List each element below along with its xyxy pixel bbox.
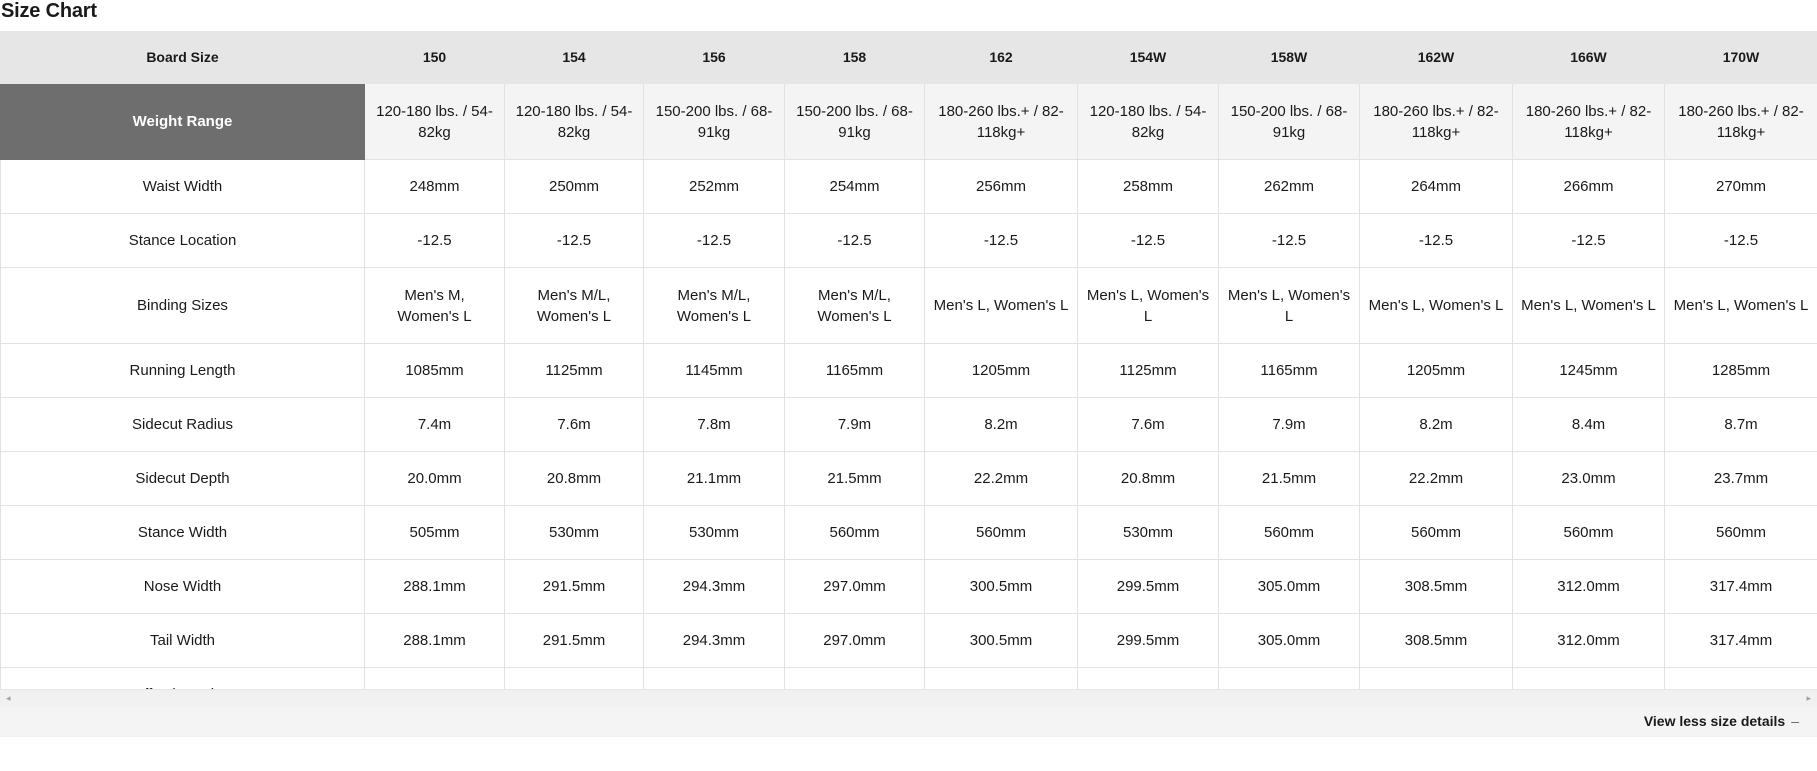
row-label-running-length: Running Length bbox=[1, 344, 365, 398]
view-less-size-details-button[interactable] bbox=[1644, 706, 1799, 736]
table-cell: -12.5 bbox=[785, 214, 925, 268]
table-cell: -12.5 bbox=[1665, 214, 1817, 268]
table-cell: 7.4m bbox=[365, 398, 505, 452]
table-cell: Men's L, Women's L bbox=[1665, 268, 1817, 344]
table-cell: 297.0mm bbox=[785, 560, 925, 614]
table-row-tail-width bbox=[1, 614, 1817, 668]
table-cell: 560mm bbox=[1665, 506, 1817, 560]
table-cell: 1285mm bbox=[1665, 344, 1817, 398]
table-cell: 270mm bbox=[1665, 160, 1817, 214]
header-size-170w: 170W bbox=[1665, 32, 1817, 84]
table-cell: 308.5mm bbox=[1360, 560, 1513, 614]
table-cell: 21.5mm bbox=[1219, 452, 1360, 506]
table-row-waist-width bbox=[1, 160, 1817, 214]
table-cell: 312.0mm bbox=[1513, 560, 1665, 614]
table-row-stance-width bbox=[1, 506, 1817, 560]
table-cell: 150-200 lbs. / 68-91kg bbox=[1219, 84, 1360, 160]
table-cell: 7.8m bbox=[644, 398, 785, 452]
header-size-162: 162 bbox=[925, 32, 1078, 84]
header-board-size-label: Board Size bbox=[1, 32, 365, 84]
table-cell: 262mm bbox=[1219, 160, 1360, 214]
table-cell: 7.6m bbox=[1078, 398, 1219, 452]
header-size-158w: 158W bbox=[1219, 32, 1360, 84]
table-cell: 7.6m bbox=[505, 398, 644, 452]
table-cell: 22.2mm bbox=[1360, 452, 1513, 506]
table-cell: -12.5 bbox=[1078, 214, 1219, 268]
row-label-nose-width: Nose Width bbox=[1, 560, 365, 614]
table-cell: 180-260 lbs.+ / 82-118kg+ bbox=[1513, 84, 1665, 160]
row-label-stance-location: Stance Location bbox=[1, 214, 365, 268]
table-cell: 1125mm bbox=[505, 344, 644, 398]
row-label-weight-range: Weight Range bbox=[1, 84, 365, 160]
header-size-156: 156 bbox=[644, 32, 785, 84]
table-cell: 305.0mm bbox=[1219, 614, 1360, 668]
table-cell: 560mm bbox=[925, 506, 1078, 560]
row-label-binding-sizes: Binding Sizes bbox=[1, 268, 365, 344]
table-cell: 120-180 lbs. / 54-82kg bbox=[1078, 84, 1219, 160]
table-cell: 530mm bbox=[1078, 506, 1219, 560]
header-size-154w: 154W bbox=[1078, 32, 1219, 84]
table-cell: 180-260 lbs.+ / 82-118kg+ bbox=[925, 84, 1078, 160]
table-cell: 288.1mm bbox=[365, 560, 505, 614]
table-cell: 120-180 lbs. / 54-82kg bbox=[365, 84, 505, 160]
table-cell: Men's M, Women's L bbox=[365, 268, 505, 344]
table-cell: 299.5mm bbox=[1078, 614, 1219, 668]
table-cell: 300.5mm bbox=[925, 560, 1078, 614]
table-cell: -12.5 bbox=[1219, 214, 1360, 268]
row-label-sidecut-radius: Sidecut Radius bbox=[1, 398, 365, 452]
table-cell: Men's M/L, Women's L bbox=[644, 268, 785, 344]
row-label-tail-width: Tail Width bbox=[1, 614, 365, 668]
table-cell: 297.0mm bbox=[785, 614, 925, 668]
table-cell: 505mm bbox=[365, 506, 505, 560]
table-cell: Men's L, Women's L bbox=[1513, 268, 1665, 344]
table-row-weight-range bbox=[1, 84, 1817, 160]
table-header-row bbox=[1, 32, 1817, 84]
table-cell: 120-180 lbs. / 54-82kg bbox=[505, 84, 644, 160]
table-cell: 288.1mm bbox=[365, 614, 505, 668]
row-label-stance-width: Stance Width bbox=[1, 506, 365, 560]
table-cell: 1205mm bbox=[1360, 344, 1513, 398]
table-cell: 560mm bbox=[1360, 506, 1513, 560]
table-cell: 560mm bbox=[1219, 506, 1360, 560]
table-cell: 254mm bbox=[785, 160, 925, 214]
table-cell: 560mm bbox=[1513, 506, 1665, 560]
minus-icon: – bbox=[1791, 713, 1799, 729]
table-scroll-area bbox=[0, 689, 1817, 771]
page-background bbox=[0, 737, 1817, 771]
table-cell: -12.5 bbox=[644, 214, 785, 268]
table-cell: 22.2mm bbox=[925, 452, 1078, 506]
table-cell: 312.0mm bbox=[1513, 614, 1665, 668]
table-row-stance-location bbox=[1, 214, 1817, 268]
scroll-left-arrow-icon[interactable]: ◂ bbox=[6, 693, 11, 703]
table-cell: Men's M/L, Women's L bbox=[505, 268, 644, 344]
table-cell: Men's L, Women's L bbox=[925, 268, 1078, 344]
header-size-150: 150 bbox=[365, 32, 505, 84]
table-cell: 291.5mm bbox=[505, 614, 644, 668]
table-cell: Men's L, Women's L bbox=[1078, 268, 1219, 344]
table-cell: 23.0mm bbox=[1513, 452, 1665, 506]
table-cell: 8.2m bbox=[1360, 398, 1513, 452]
size-details-footer bbox=[0, 706, 1817, 736]
table-cell: 1165mm bbox=[785, 344, 925, 398]
table-cell: 560mm bbox=[785, 506, 925, 560]
size-chart-table bbox=[0, 31, 1817, 722]
table-row-binding-sizes bbox=[1, 268, 1817, 344]
table-cell: 20.8mm bbox=[505, 452, 644, 506]
table-cell: 266mm bbox=[1513, 160, 1665, 214]
table-cell: 317.4mm bbox=[1665, 614, 1817, 668]
table-cell: -12.5 bbox=[925, 214, 1078, 268]
horizontal-scrollbar[interactable] bbox=[0, 689, 1817, 706]
table-cell: 21.5mm bbox=[785, 452, 925, 506]
table-cell: 299.5mm bbox=[1078, 560, 1219, 614]
header-size-158: 158 bbox=[785, 32, 925, 84]
table-cell: 150-200 lbs. / 68-91kg bbox=[785, 84, 925, 160]
table-cell: 8.2m bbox=[925, 398, 1078, 452]
table-cell: 180-260 lbs.+ / 82-118kg+ bbox=[1665, 84, 1817, 160]
table-cell: 8.4m bbox=[1513, 398, 1665, 452]
row-label-waist-width: Waist Width bbox=[1, 160, 365, 214]
table-cell: -12.5 bbox=[505, 214, 644, 268]
table-cell: 1205mm bbox=[925, 344, 1078, 398]
table-cell: 7.9m bbox=[785, 398, 925, 452]
table-cell: 256mm bbox=[925, 160, 1078, 214]
table-cell: -12.5 bbox=[1513, 214, 1665, 268]
table-row-nose-width bbox=[1, 560, 1817, 614]
table-cell: Men's M/L, Women's L bbox=[785, 268, 925, 344]
table-cell: 1165mm bbox=[1219, 344, 1360, 398]
table-cell: 180-260 lbs.+ / 82-118kg+ bbox=[1360, 84, 1513, 160]
table-cell: 291.5mm bbox=[505, 560, 644, 614]
table-cell: 1145mm bbox=[644, 344, 785, 398]
table-cell: 258mm bbox=[1078, 160, 1219, 214]
table-cell: 294.3mm bbox=[644, 560, 785, 614]
table-cell: 21.1mm bbox=[644, 452, 785, 506]
table-cell: Men's L, Women's L bbox=[1360, 268, 1513, 344]
table-cell: 294.3mm bbox=[644, 614, 785, 668]
table-cell: 250mm bbox=[505, 160, 644, 214]
table-cell: 252mm bbox=[644, 160, 785, 214]
table-cell: 1125mm bbox=[1078, 344, 1219, 398]
table-cell: 264mm bbox=[1360, 160, 1513, 214]
size-chart-container bbox=[0, 31, 1817, 771]
header-size-162w: 162W bbox=[1360, 32, 1513, 84]
row-label-sidecut-depth: Sidecut Depth bbox=[1, 452, 365, 506]
table-row-sidecut-radius bbox=[1, 398, 1817, 452]
table-row-running-length bbox=[1, 344, 1817, 398]
header-size-154: 154 bbox=[505, 32, 644, 84]
table-cell: Men's L, Women's L bbox=[1219, 268, 1360, 344]
table-cell: 317.4mm bbox=[1665, 560, 1817, 614]
table-cell: 530mm bbox=[644, 506, 785, 560]
table-cell: 300.5mm bbox=[925, 614, 1078, 668]
scroll-right-arrow-icon[interactable]: ▸ bbox=[1806, 693, 1811, 703]
table-cell: 1245mm bbox=[1513, 344, 1665, 398]
table-cell: 308.5mm bbox=[1360, 614, 1513, 668]
page-title: Size Chart bbox=[1, 0, 97, 22]
table-cell: 1085mm bbox=[365, 344, 505, 398]
table-cell: 305.0mm bbox=[1219, 560, 1360, 614]
table-cell: 7.9m bbox=[1219, 398, 1360, 452]
table-cell: 20.8mm bbox=[1078, 452, 1219, 506]
table-cell: 8.7m bbox=[1665, 398, 1817, 452]
header-size-166w: 166W bbox=[1513, 32, 1665, 84]
table-cell: 530mm bbox=[505, 506, 644, 560]
table-cell: 23.7mm bbox=[1665, 452, 1817, 506]
table-row-sidecut-depth bbox=[1, 452, 1817, 506]
table-cell: -12.5 bbox=[365, 214, 505, 268]
table-cell: -12.5 bbox=[1360, 214, 1513, 268]
table-cell: 20.0mm bbox=[365, 452, 505, 506]
table-cell: 150-200 lbs. / 68-91kg bbox=[644, 84, 785, 160]
view-less-size-details-label: View less size details bbox=[1643, 713, 1786, 729]
table-cell: 248mm bbox=[365, 160, 505, 214]
